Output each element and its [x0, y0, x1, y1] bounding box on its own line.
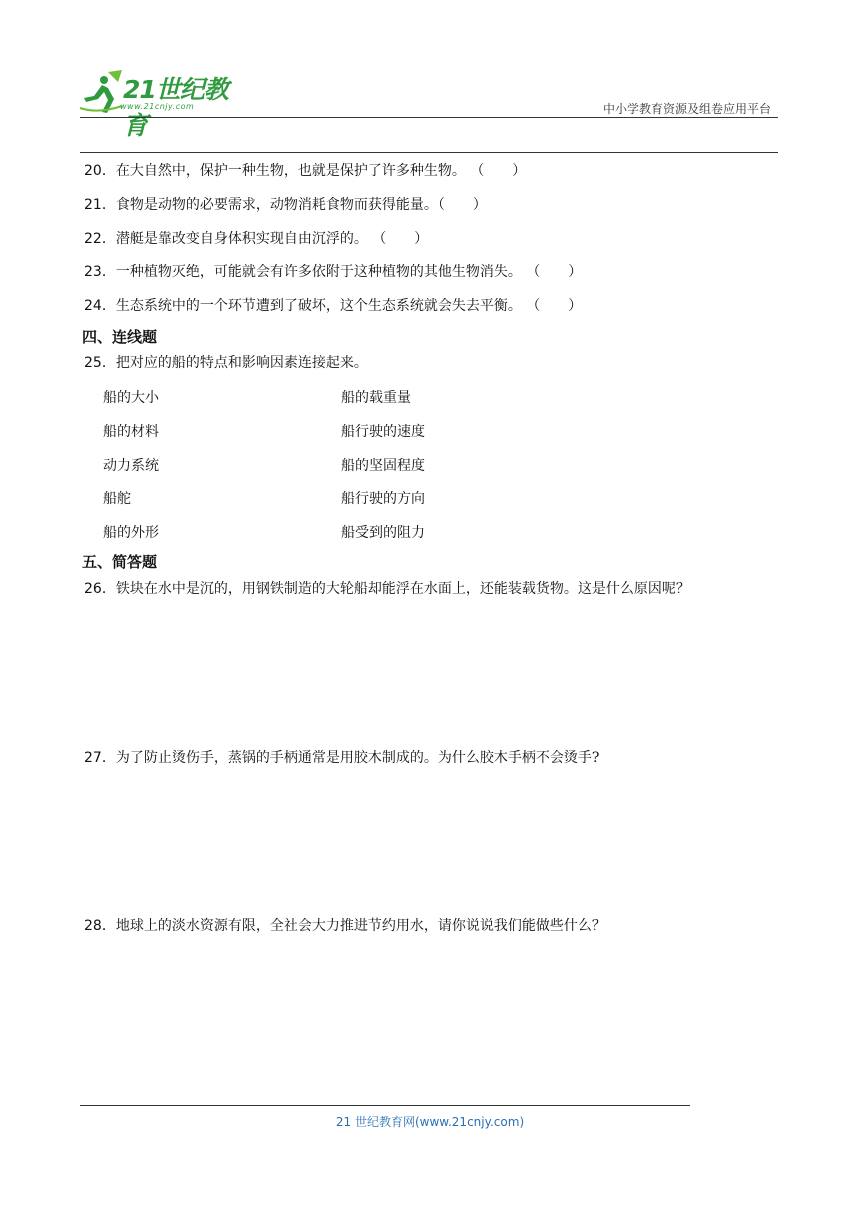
- logo-url: www.21cnjy.com: [120, 102, 195, 111]
- question-number: 23．: [84, 264, 116, 280]
- match-right-item[interactable]: 船行驶的方向: [341, 491, 425, 507]
- header-divider: [80, 117, 778, 118]
- question-text: 铁块在水中是沉的，用钢铁制造的大轮船却能浮在水面上，还能装载货物。这是什么原因呢？: [115, 581, 690, 597]
- header-divider-2: [80, 152, 778, 153]
- section-title-short-answer: 五、简答题: [82, 553, 158, 571]
- match-right-item[interactable]: 船受到的阻力: [341, 525, 425, 541]
- match-left-item[interactable]: 动力系统: [103, 458, 159, 474]
- question-text: 地球上的淡水资源有限，全社会大力推进节约用水，请你说说我们能做些什么？: [115, 918, 606, 934]
- match-right-item[interactable]: 船的载重量: [341, 390, 411, 406]
- question-number: 25．: [84, 355, 116, 371]
- question-text: 在大自然中，保护一种生物，也就是保护了许多种生物。 （ ）: [115, 163, 527, 179]
- question-27: [84, 749, 599, 767]
- runner-icon: [78, 68, 126, 116]
- question-text: 潜艇是靠改变自身体积实现自由沉浮的。 （ ）: [115, 231, 429, 247]
- question-22: [84, 230, 428, 248]
- match-left-item[interactable]: 船的外形: [103, 525, 159, 541]
- question-number: 21．: [84, 197, 116, 213]
- question-text: 食物是动物的必要需求，动物消耗食物而获得能量。（ ）: [115, 197, 487, 213]
- question-number: 24．: [84, 298, 116, 314]
- question-21: [84, 196, 487, 214]
- match-left-item[interactable]: 船舵: [103, 491, 131, 507]
- platform-label: 中小学教育资源及组卷应用平台: [602, 102, 771, 116]
- question-20: [84, 162, 526, 180]
- question-number: 28．: [84, 918, 116, 934]
- question-number: 22．: [84, 231, 116, 247]
- match-right-item[interactable]: 船的坚固程度: [341, 458, 425, 474]
- question-25: [84, 354, 368, 372]
- question-text: 把对应的船的特点和影响因素连接起来。: [115, 355, 368, 371]
- question-text: 生态系统中的一个环节遭到了破坏，这个生态系统就会失去平衡。 （ ）: [115, 298, 583, 314]
- site-logo[interactable]: [78, 68, 248, 140]
- match-right-item[interactable]: 船行驶的速度: [341, 424, 425, 440]
- question-number: 27．: [84, 750, 116, 766]
- section-title-matching: 四、连线题: [82, 328, 158, 346]
- logo-text: 21世纪教育: [123, 75, 228, 140]
- question-number: 20．: [84, 163, 116, 179]
- question-24: [84, 297, 582, 315]
- question-26: [84, 580, 690, 598]
- match-left-item[interactable]: 船的大小: [103, 390, 159, 406]
- match-left-item[interactable]: 船的材料: [103, 424, 159, 440]
- footer-link[interactable]: 21 世纪教育网(www.21cnjy.com): [335, 1115, 525, 1129]
- question-28: [84, 917, 606, 935]
- question-text: 为了防止烫伤手，蒸锅的手柄通常是用胶木制成的。为什么胶木手柄不会烫手?: [115, 750, 600, 766]
- footer-divider: [80, 1105, 690, 1106]
- question-text: 一种植物灭绝，可能就会有许多依附于这种植物的其他生物消失。 （ ）: [115, 264, 583, 280]
- question-23: [84, 263, 582, 281]
- question-number: 26．: [84, 581, 116, 597]
